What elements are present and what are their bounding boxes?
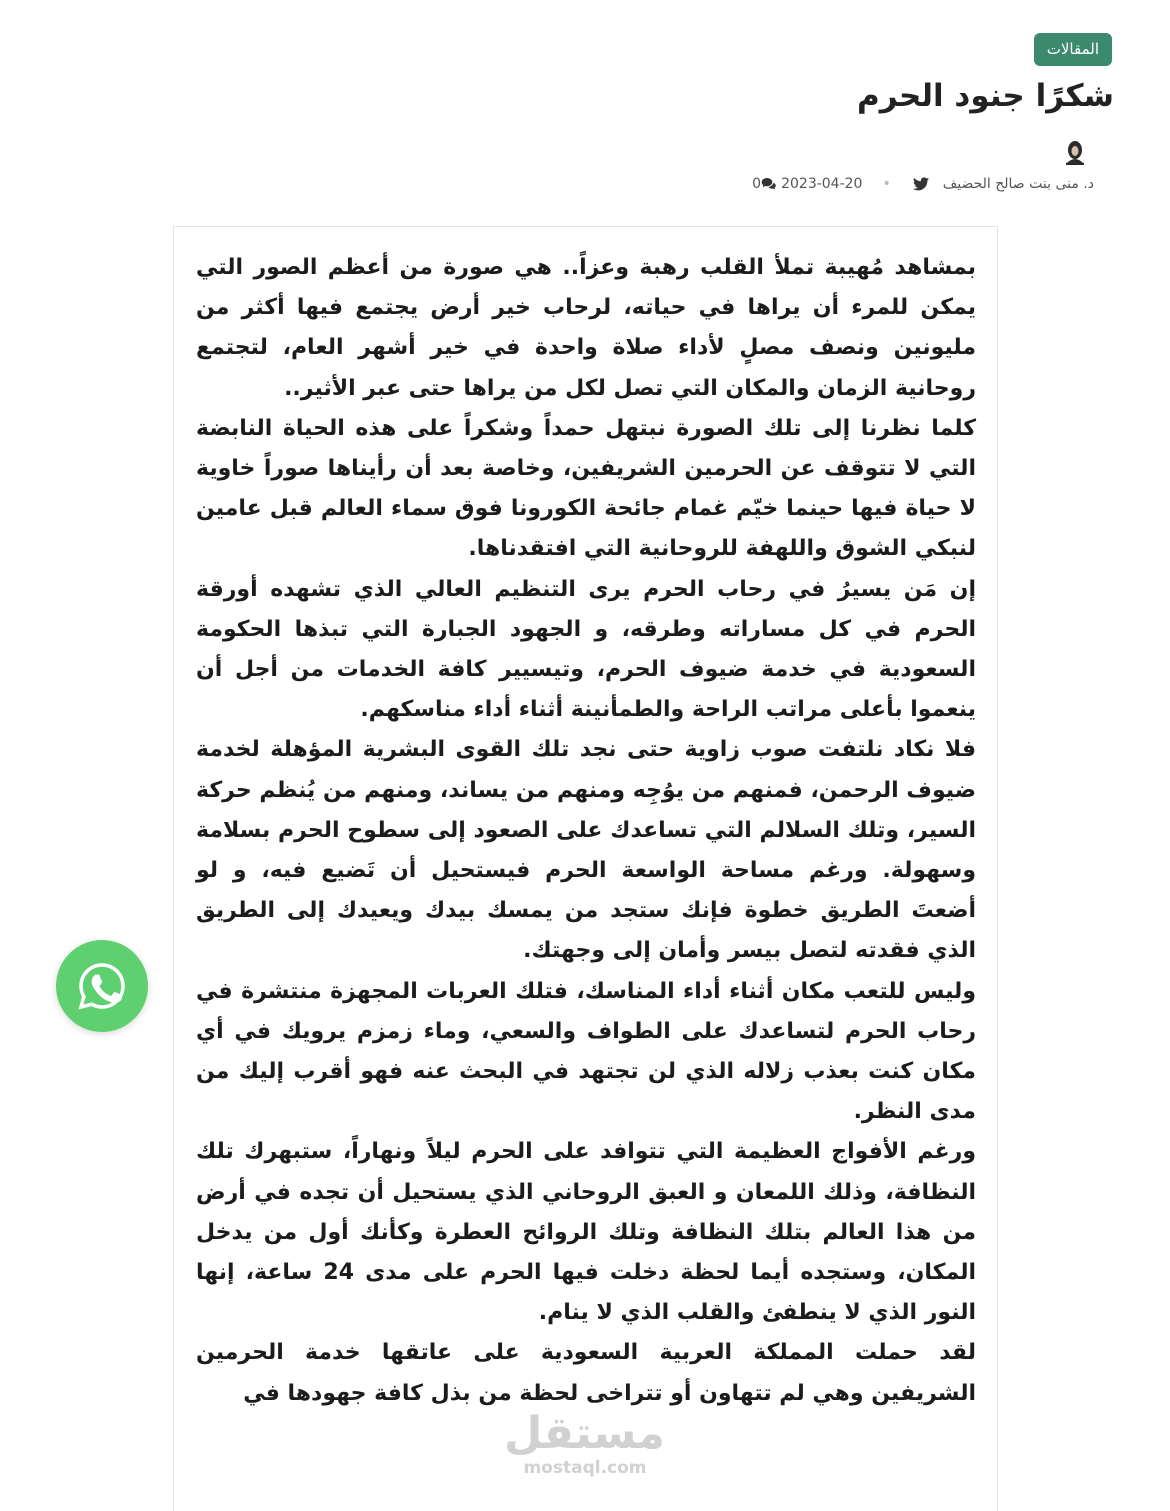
watermark-url: mostaql.com <box>523 1458 647 1478</box>
comments-count[interactable]: 0 <box>752 176 762 192</box>
whatsapp-icon <box>76 960 128 1012</box>
avatar-icon <box>1064 138 1086 166</box>
watermark-logo: مستقل <box>504 1408 665 1459</box>
article-paragraph: بمشاهد مُهيبة تملأ القلب رهبة وعزاً.. هي صورة من أعظم الصور التي يمكن للمرء أن يراها في حياته، لرحاب خير أرض يجتمع فيها أكثر من مليونين ونصف مصلٍ لأداء صلاة واحدة في خير أشهر العام، لتجتمع روحانية الزمان والمكان التي تصل لكل من يراها حتى عبر الأثير.. <box>196 255 976 401</box>
author-name[interactable]: د. منى بنت صالح الحضيف <box>942 176 1094 192</box>
meta-separator: • <box>882 176 891 192</box>
publish-date: 2023-04-20 <box>781 176 863 192</box>
twitter-icon[interactable] <box>913 177 929 191</box>
page-title: شكرًا جنود الحرم <box>857 78 1114 114</box>
whatsapp-button[interactable] <box>56 940 148 1032</box>
article-meta <box>752 174 1094 194</box>
article-paragraph: فلا نكاد نلتفت صوب زاوية حتى نجد تلك القوى البشرية المؤهلة لخدمة ضيوف الرحمن، فمنهم من يوُجِه ومنهم من يساند، ومنهم من يُنظم حركة السير، وتلك السلالم التي تساعدك على الصعود إلى سطوح الحرم بسلامة وسهولة. ورغم مساحة الواسعة الحرم فيستحيل أن تَضيع فيه، و لو أضعتَ الطريق خطوة فإنك ستجد من يمسك بيدك ويعيدك إلى الطريق الذي فقدته لتصل بيسر وأمان إلى وجهتك. <box>196 737 976 964</box>
article-paragraph: وليس للتعب مكان أثناء أداء المناسك، فتلك العربات المجهزة منتشرة في رحاب الحرم لتساعدك على الطواف والسعي، وماء زمزم يرويك في أي مكان كنت بعذب زلاله الذي لن تجتهد في البحث عنه فهو أقرب إليك من مدى النظر. <box>196 978 976 1125</box>
article-paragraph: كلما نظرنا إلى تلك الصورة نبتهل حمداً وشكراً على هذه الحياة النابضة التي لا تتوقف عن الحرمين الشريفين، وخاصة بعد أن رأيناها صوراً خاوية لا حياة فيها حينما خيّم غمام جائحة الكورونا فوق سماء العالم قبل عامين لنبكي الشوق واللهفة للروحانية التي افتقدناها. <box>196 415 976 562</box>
article-paragraph: إن مَن يسيرُ في رحاب الحرم يرى التنظيم العالي الذي تشهده أورقة الحرم في كل مساراته وطرقه، و الجهود الجبارة التي تبذها الحكومة السعودية في خدمة ضيوف الحرم، وتيسيير كافة الخدمات من أجل أن ينعموا بأعلى مراتب الراحة والطمأنينة أثناء أداء مناسكهم. <box>196 576 976 723</box>
watermark <box>505 1410 665 1478</box>
category-badge[interactable]: المقالات <box>1034 33 1112 66</box>
article-paragraph: لقد حملت المملكة العربية السعودية على عاتقها خدمة الحرمين الشريفين وهي لم تتهاون أو تتراخى لحظة من بذل كافة جهودها في <box>196 1340 976 1406</box>
comment-icon <box>761 177 777 191</box>
article-paragraph: ورغم الأفواج العظيمة التي تتوافد على الحرم ليلاً ونهاراً، ستبهرك تلك النظافة، وذلك اللمعان و العبق الروحاني الذي يستحيل أن تجده في أرض من هذا العالم بتلك النظافة وتلك الروائح العطرة وكأنك أول من يدخل المكان، وستجده أيما لحظة دخلت فيها الحرم على مدى 24 ساعة، إنها النور الذي لا ينطفئ والقلب الذي لا ينام. <box>196 1139 976 1326</box>
article-body <box>196 248 976 1414</box>
